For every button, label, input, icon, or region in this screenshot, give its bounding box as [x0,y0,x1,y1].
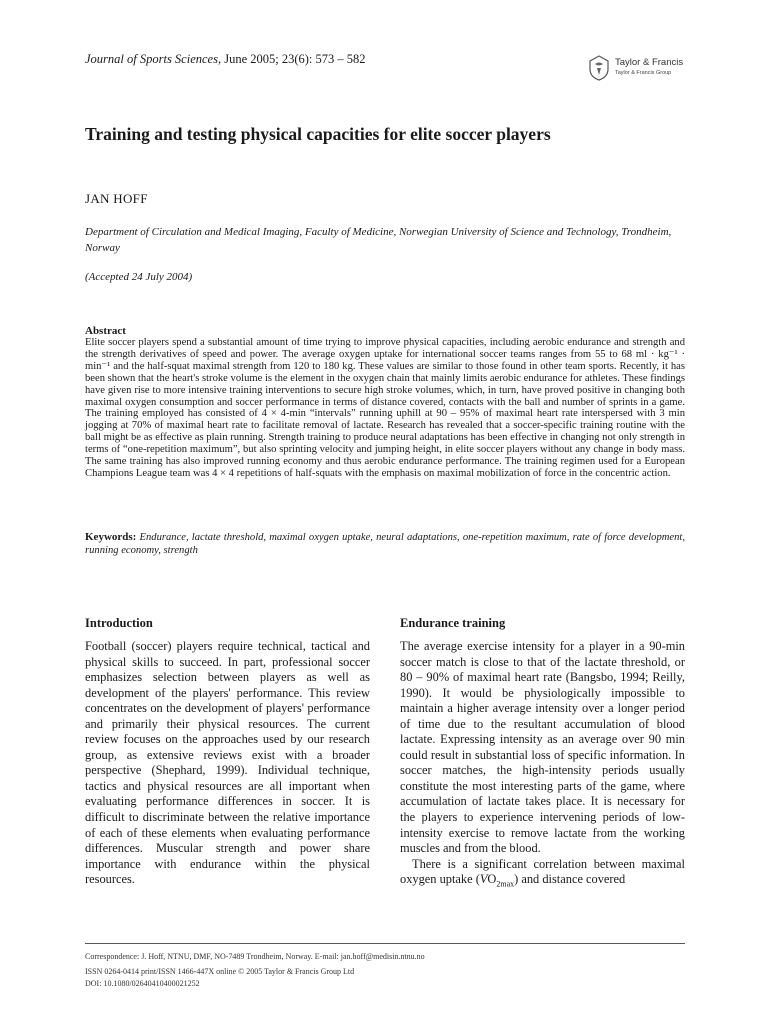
keywords [85,531,685,557]
introduction-heading: Introduction [85,616,153,630]
doi-line: DOI: 10.1080/02640410400021252 [85,979,200,988]
footer-divider [85,943,685,944]
issn-line: ISSN 0264-0414 print/ISSN 1466-447X online © 2005 Taylor & Francis Group Ltd [85,967,355,976]
introduction-paragraph: Football (soccer) players require technical, tactical and physical skills to succeed. In part, professional soccer emphasizes selection between players as well as development of the players' performance. This review concentrates on the development of players' performance and primarily their physical resources. The current review focuses on the approaches used by our research group, as extensive reviews exist with a broader perspective (Shephard, 1999). Individual technique, tactics and physical resources are all important when evaluating performance differences in soccer. It is difficult to discriminate between the relative importance of each of these elements when evaluating performance differences. Muscular strength and power share importance with endurance within the physical resources. [85,639,370,887]
keywords-list: Endurance, lactate threshold, maximal oxygen uptake, neural adaptations, one-repetition maximum, rate of force development, running economy, strength [85,532,685,556]
abstract-text: Elite soccer players spend a substantial amount of time trying to improve physical capacities, including aerobic endurance and strength and the strength derivatives of speed and power. The average oxygen uptake for international soccer teams ranges from 55 to 68 ml · kg⁻¹ · min⁻¹ and the half-squat maximal strength from 120 to 180 kg. These values are similar to those found in other team sports. Recently, it has been shown that the heart's stroke volume is the element in the oxygen chain that mainly limits aerobic endurance for athletes. These findings have given rise to more intensive training interventions to secure high stroke volumes, which, in turn, have proved positive in changing both maximal oxygen consumption and soccer performance in terms of distance covered, contacts with the ball and number of sprints in a game. The training employed has consisted of 4 × 4-min “intervals” running uphill at 90 – 95% of maximal heart rate interspersed with 3 min jogging at 70% of maximal heart rate to facilitate removal of lactate. Research has revealed that a soccer-specific training routine with the ball might be as effective as plain running. Strength training to produce neural adaptations has been effective in changing not only strength in terms of “one-repetition maximum”, but also sprinting velocity and jumping height, in elite soccer players without any change in body mass. The same training has also improved running economy and thus aerobic endurance performance. The training regimen used for a European Champions League team was 4 × 4 repetitions of half-squats with the emphasis on maximal mobilization of force in the concentric action. [85,337,685,479]
journal-citation [85,52,366,67]
article-title: Training and testing physical capacities for elite soccer players [85,124,551,144]
introduction-column [85,639,370,888]
keywords-label: Keywords: [85,531,137,543]
abstract-heading: Abstract [85,325,126,337]
publisher-emblem-icon [588,55,610,81]
journal-name: Journal of Sports Sciences [85,52,218,66]
endurance-column [400,639,685,892]
publisher-name: Taylor & Francis [615,57,684,68]
journal-issue-info: , June 2005; 23(6): 573 – 582 [217,52,366,66]
endurance-paragraph-1: The average exercise intensity for a player in a 90-min soccer match is close to that of the lactate threshold, or 80 – 90% of maximal heart rate (Bangsbo, 1994; Reilly, 1990). It would be physiologically impossible to maintain a higher average intensity over a longer period of time due to the resultant accumulation of blood lactate. Expressing intensity as an average over 90 min could result in substantial loss of specific information. In soccer matches, the high-intensity periods usually constitute the most interesting parts of the game, where accumulation of lactate takes place. It is necessary for the players to experience intervening periods of low-intensity exercise to remove lactate from the working muscles and from the blood. [400,639,685,856]
publisher-logo [588,55,698,85]
accepted-date: (Accepted 24 July 2004) [85,271,193,283]
author-name: JAN HOFF [85,191,148,206]
correspondence-note: Correspondence: J. Hoff, NTNU, DMF, NO-7489 Trondheim, Norway. E-mail: jan.hoff@medisin.ntnu.no [85,952,425,961]
endurance-heading: Endurance training [400,616,506,630]
publisher-group: Taylor & Francis Group [615,70,672,76]
endurance-paragraph-2: There is a significant correlation between maximal oxygen uptake $(VO_{2max})$ and distance covered [400,856,685,889]
author-affiliation: Department of Circulation and Medical Imaging, Faculty of Medicine, Norwegian University of Science and Technology, Trondheim, Norway [85,226,672,254]
